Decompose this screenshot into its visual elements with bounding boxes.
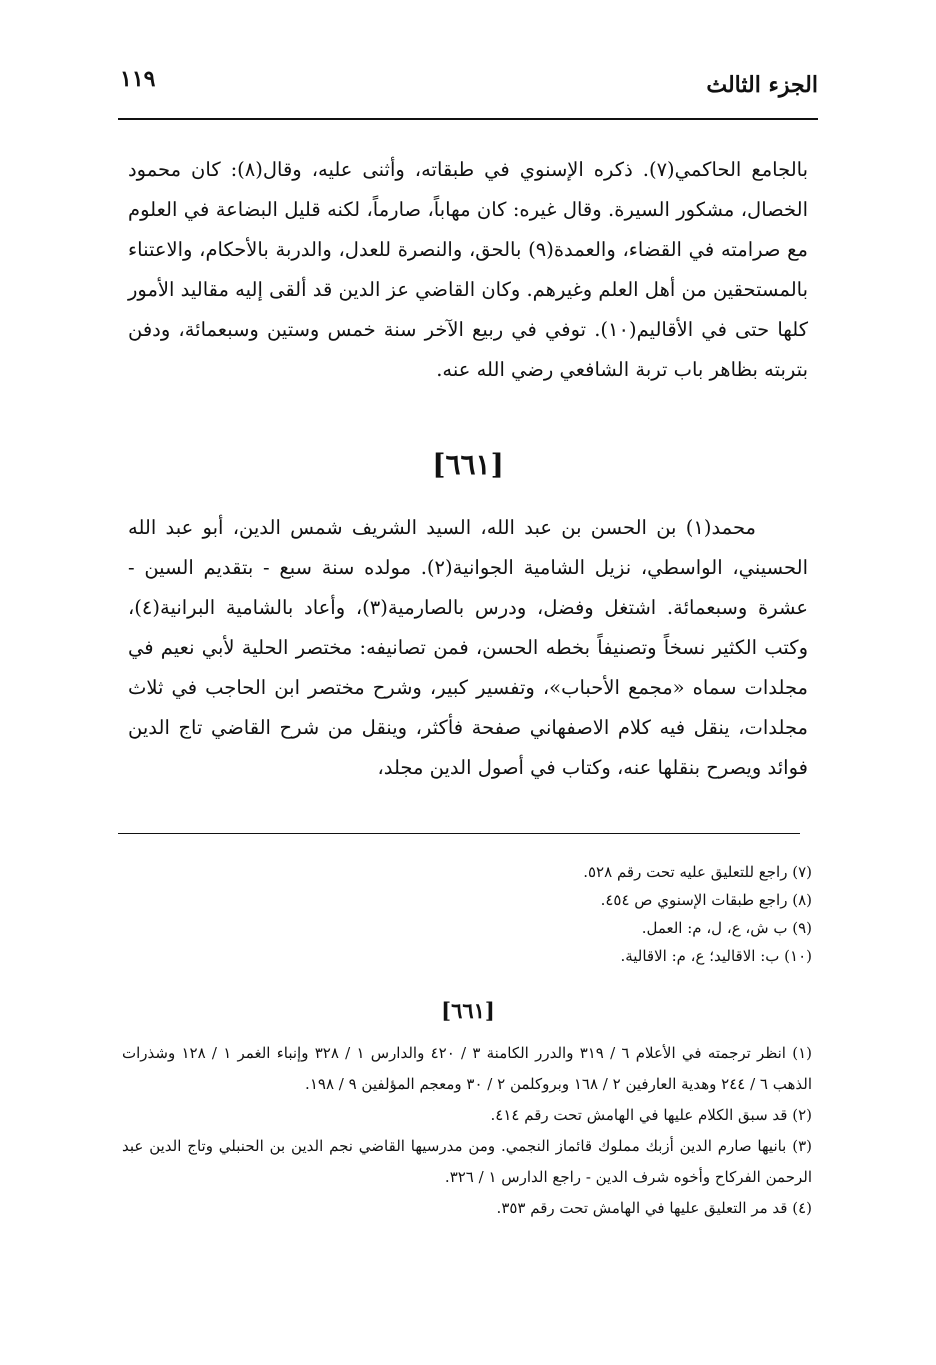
page-header <box>118 62 818 112</box>
footnotes-heading: [٦٦١] <box>441 998 495 1023</box>
continuation-paragraph-text: بالجامع الحاكمي(٧). ذكره الإسنوي في طبقاته، وأثنى عليه، وقال(٨): كان محمود الخصال، مشكور السيرة. وقال غيره: كان مهاباً، صارماً، لكنه قليل البضاعة في العلوم مع صرامته في القضاء، والعمدة(٩) بالحق، والنصرة للعدل، والدربة بالأحكام، والاعتناء بالمستحقين من أهل العلم وغيرهم. وكان القاضي عز الدين قد ألقى إليه مقاليد الأمور كلها حتى في الأقاليم(١٠). توفي في ربيع الآخر سنة خمس وستين وسبعمائة، ودفن بتربته بظاهر باب تربة الشافعي رضي الله عنه. <box>127 158 809 381</box>
footnote-8: (٨) راجع طبقات الإسنوي ص ٤٥٤. <box>600 891 812 909</box>
entry-paragraph <box>128 508 808 788</box>
footnote-1: (١) انظر ترجمته في الأعلام ٦ / ٣١٩ والدرر الكامنة ٣ / ٤٢٠ والدارس ١ / ٣٢٨ وإنباء الغمر ١ / ١٢٨ وشذرات الذهب ٦ / ٢٤٤ وهدية العارفين ٢ / ١٦٨ وبروكلمن ٢ / ٣٠ ومعجم المؤلفين ٩ / ١٩٨. <box>122 1044 812 1093</box>
footnote-3: (٣) بانيها صارم الدين أزبك مملوك قائماز النجمي. ومن مدرسيها القاضي نجم الدين بن الحنبلي وتاج الدين عبد الرحمن الفركاح وأخوه شرف الدين - راجع الدارس ١ / ٣٢٦. <box>122 1137 812 1186</box>
footnote-2: (٢) قد سبق الكلام عليها في الهامش تحت رقم ٤١٤. <box>490 1106 812 1124</box>
entry-heading: [٦٦١] <box>432 448 504 481</box>
footnote-rule <box>118 833 800 834</box>
footnotes-entry <box>122 1038 812 1224</box>
footnote-9: (٩) ب ش، ع، ل، م: العمل. <box>641 919 812 937</box>
footnotes-previous <box>124 858 812 970</box>
entry-paragraph-text: محمد(١) بن الحسن بن عبد الله، السيد الشريف شمس الدين، أبو عبد الله الحسيني، الواسطي، نزيل الشامية الجوانية(٢). مولده سنة سبع - بتقديم السين - عشرة وسبعمائة. اشتغل وفضل، ودرس بالصارمية(٣)، وأعاد بالشامية البرانية(٤)، وكتب الكثير نسخاً وتصنيفاً بخطه الحسن، فمن تصانيفه: مختصر الحلية لأبي نعيم في مجلدات سماه «مجمع الأحباب»، وتفسير كبير، وشرح مختصر ابن الحاجب في ثلاث مجلدات، ينقل فيه كلام الاصفهاني صفحة فأكثر، وينقل من شرح القاضي تاج الدين فوائد ويصرح بنقلها عنه، وكتاب في أصول الدين مجلد، <box>128 516 808 779</box>
running-head: الجزء الثالث <box>706 72 818 98</box>
page-number: ١١٩ <box>120 66 156 92</box>
continuation-paragraph <box>128 150 808 390</box>
header-rule <box>118 118 818 120</box>
footnote-10: (١٠) ب: الاقاليد؛ ع، م: الاقالية. <box>620 947 812 965</box>
footnote-7: (٧) راجع للتعليق عليه تحت رقم ٥٢٨. <box>583 863 812 881</box>
footnote-4: (٤) قد مر التعليق عليها في الهامش تحت رقم ٣٥٣. <box>496 1199 812 1217</box>
